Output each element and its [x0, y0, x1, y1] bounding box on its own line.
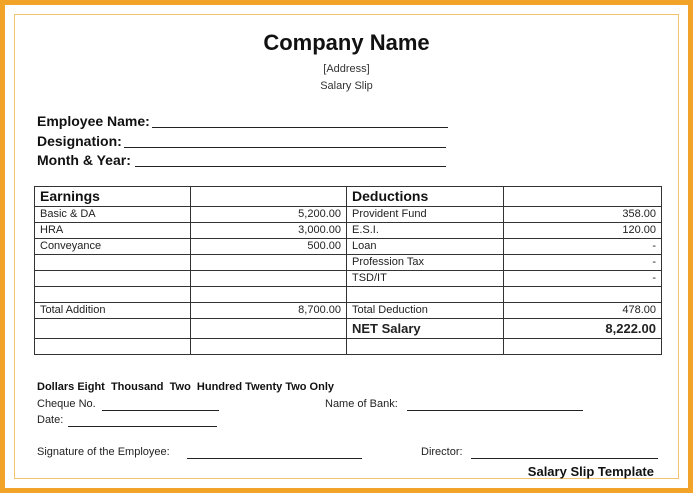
signature-line[interactable]	[187, 458, 362, 459]
deductions-header: Deductions	[347, 187, 504, 207]
earning-item: Basic & DA	[35, 207, 191, 223]
employee-name-line[interactable]	[152, 127, 448, 128]
designation-label: Designation:	[37, 133, 122, 149]
date-label: Date:	[37, 414, 64, 426]
month-year-line[interactable]	[135, 166, 446, 167]
deduction-amount: -	[504, 255, 662, 271]
table-row	[35, 223, 662, 239]
earning-item: Conveyance	[35, 239, 191, 255]
bank-line[interactable]	[407, 410, 583, 411]
document-subtitle: Salary Slip	[320, 80, 373, 92]
deduction-item: Provident Fund	[347, 207, 504, 223]
deduction-item: Profession Tax	[347, 255, 504, 271]
table-row	[35, 239, 662, 255]
table-cell	[504, 187, 662, 207]
deduction-amount: 120.00	[504, 223, 662, 239]
deduction-amount: -	[504, 271, 662, 287]
earning-amount: 500.00	[191, 239, 347, 255]
table-cell	[191, 319, 347, 339]
salary-table	[34, 186, 662, 355]
table-cell	[191, 339, 347, 355]
company-address: [Address]	[323, 63, 370, 75]
table-row	[35, 339, 662, 355]
deduction-item	[347, 287, 504, 303]
deduction-amount: 358.00	[504, 207, 662, 223]
earning-amount: 5,200.00	[191, 207, 347, 223]
deduction-item: E.S.I.	[347, 223, 504, 239]
table-cell	[504, 339, 662, 355]
earning-item	[35, 271, 191, 287]
earning-item	[35, 255, 191, 271]
deduction-item: Loan	[347, 239, 504, 255]
table-row	[35, 255, 662, 271]
bank-label: Name of Bank:	[325, 398, 398, 410]
signature-label: Signature of the Employee:	[37, 446, 170, 458]
cheque-label: Cheque No.	[37, 398, 96, 410]
net-salary-row	[35, 319, 662, 339]
earning-item	[35, 287, 191, 303]
totals-row	[35, 303, 662, 319]
table-header-row	[35, 187, 662, 207]
earning-amount: 3,000.00	[191, 223, 347, 239]
total-addition-amount: 8,700.00	[191, 303, 347, 319]
table-cell	[347, 339, 504, 355]
earning-amount	[191, 287, 347, 303]
table-cell	[35, 339, 191, 355]
total-deduction-amount: 478.00	[504, 303, 662, 319]
director-label: Director:	[421, 446, 463, 458]
cheque-line[interactable]	[102, 410, 219, 411]
total-addition-label: Total Addition	[35, 303, 191, 319]
table-row	[35, 287, 662, 303]
table-row	[35, 207, 662, 223]
director-line[interactable]	[471, 458, 658, 459]
deduction-amount: -	[504, 239, 662, 255]
deduction-item: TSD/IT	[347, 271, 504, 287]
earning-amount	[191, 255, 347, 271]
company-name: Company Name	[263, 30, 430, 55]
amount-in-words: Dollars Eight Thousand Two Hundred Twenty Two Only	[37, 381, 334, 393]
employee-name-label: Employee Name:	[37, 113, 150, 129]
total-deduction-label: Total Deduction	[347, 303, 504, 319]
date-line[interactable]	[68, 426, 217, 427]
table-cell	[191, 187, 347, 207]
earning-item: HRA	[35, 223, 191, 239]
table-row	[35, 271, 662, 287]
designation-line[interactable]	[124, 147, 446, 148]
month-year-label: Month & Year:	[37, 152, 131, 168]
earnings-header: Earnings	[35, 187, 191, 207]
earning-amount	[191, 271, 347, 287]
deduction-amount	[504, 287, 662, 303]
table-cell	[35, 319, 191, 339]
net-salary-label: NET Salary	[347, 319, 504, 339]
net-salary-amount: 8,222.00	[504, 319, 662, 339]
template-label: Salary Slip Template	[527, 464, 654, 479]
